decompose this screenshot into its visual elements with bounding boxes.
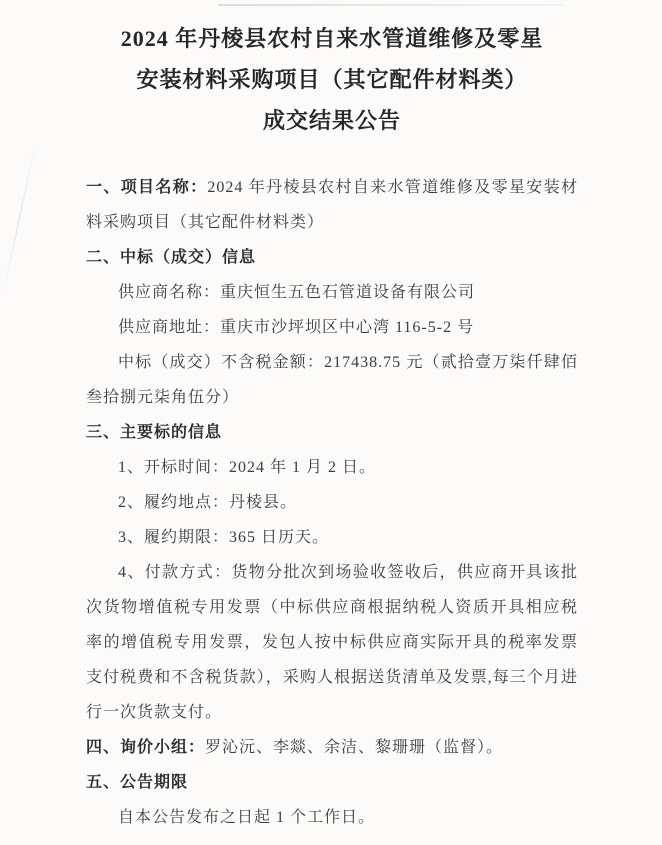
- inquiry-group-row: [86, 730, 578, 765]
- performance-period-item: [86, 520, 578, 555]
- document-title: [86, 18, 578, 141]
- award-info-heading-label: 二、中标（成交）信息: [86, 249, 257, 266]
- document-body: [86, 170, 578, 835]
- announcement-period-body: [86, 800, 578, 835]
- project-name-paragraph: [86, 170, 578, 240]
- inquiry-group-members: 罗沁沅、李燚、余洁、黎珊珊（监督）。: [205, 739, 504, 756]
- bid-opening-time-value: 2024 年 1 月 2 日。: [229, 459, 377, 476]
- subject-info-heading-label: 三、主要标的信息: [86, 424, 223, 441]
- supplier-name-label: 供应商名称：: [118, 284, 221, 301]
- scan-artifact-top-line: [218, 4, 563, 6]
- inquiry-group-heading: 四、询价小组：: [86, 739, 206, 756]
- supplier-name-value: 重庆恒生五色石管道设备有限公司: [220, 284, 476, 301]
- award-amount-value: 217438.75 元（贰拾壹万柒仟肆佰叁拾捌元柒角伍分）: [86, 354, 578, 406]
- subject-info-heading: [86, 415, 578, 450]
- bid-opening-time-item: [86, 450, 578, 485]
- award-info-heading: [86, 240, 578, 275]
- performance-location-value: 丹棱县。: [229, 494, 298, 511]
- performance-location-label: 2、履约地点：: [118, 494, 230, 511]
- award-amount-row: [86, 345, 578, 415]
- payment-method-value: 货物分批次到场验收签收后，供应商开具该批次货物增值税专用发票（中标供应商根据纳税人资质开具相应税率的增值税专用发票，发包人按中标供应商实际开具的税率发票支付税费和不含税货款），采购人根据送货清单及发票,每三个月进行一次货款支付。: [86, 564, 578, 721]
- supplier-address-value: 重庆市沙坪坝区中心湾 116-5-2 号: [220, 319, 475, 336]
- award-amount-label: 中标（成交）不含税金额：: [118, 354, 325, 371]
- title-line-3: 成交结果公告: [262, 108, 401, 133]
- announcement-period-heading: [86, 765, 578, 800]
- performance-period-label: 3、履约期限：: [118, 529, 230, 546]
- performance-period-value: 365 日历天。: [229, 529, 330, 546]
- document-content: [86, 18, 578, 835]
- performance-location-item: [86, 485, 578, 520]
- scan-artifact-left-streak: [1, 142, 36, 299]
- payment-method-item: [86, 555, 578, 730]
- payment-method-label: 4、付款方式：: [118, 564, 232, 581]
- project-name-heading: 一、项目名称：: [86, 179, 208, 196]
- supplier-address-label: 供应商地址：: [118, 319, 221, 336]
- title-line-1: 2024 年丹棱县农村自来水管道维修及零星: [120, 26, 544, 51]
- title-line-2: 安装材料采购项目（其它配件材料类）: [136, 67, 528, 92]
- announcement-period-value: 自本公告发布之日起 1 个工作日。: [118, 809, 376, 826]
- bid-opening-time-label: 1、开标时间：: [118, 459, 230, 476]
- project-name-value: 2024 年丹棱县农村自来水管道维修及零星安装材料采购项目（其它配件材料类）: [86, 179, 578, 231]
- supplier-name-row: [86, 275, 578, 310]
- announcement-period-heading-label: 五、公告期限: [86, 774, 189, 791]
- supplier-address-row: [86, 310, 578, 345]
